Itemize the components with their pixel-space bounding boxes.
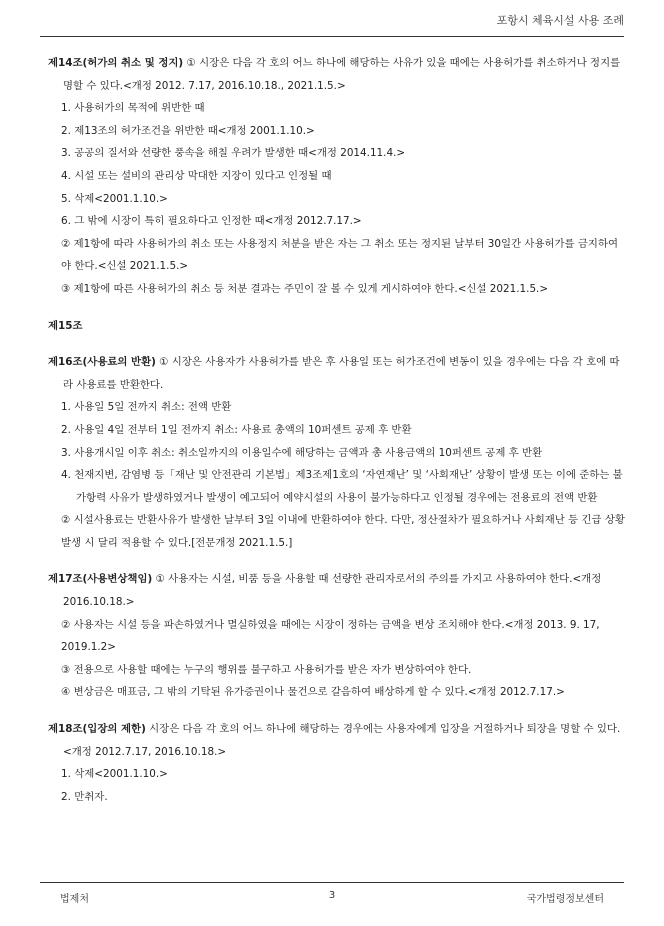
- article-14: [48, 52, 628, 301]
- footer-divider: [40, 882, 624, 883]
- header-divider: [40, 36, 624, 37]
- article-16: [48, 351, 628, 554]
- article-14-lead-text: ① 시장은 다음 각 호의 어느 하나에 해당하는 사유가 있을 때에는 사용허가를 취소하거나 정지를 명할 수 있다.<개정 2012. 7.17, 2016.10.18., 2021.1.5.>: [63, 57, 621, 92]
- article-14-para-3: ③ 제1항에 따른 사용허가의 취소 등 처분 결과는 주민이 잘 볼 수 있게 게시하여야 한다.<신설 2021.1.5.>: [61, 282, 549, 295]
- article-15-title: 제15조: [48, 319, 83, 332]
- article-16-item-4: 4. 천재지변, 감염병 등「재난 및 안전관리 기본법」제3조제1호의 ‘자연재난’ 및 ‘사회재난’ 상황이 발생 또는 이에 준하는 불가항력 사유가 발생하였거나 발생이 예고되어 예약시설의 사용이 불가능하다고 인정될 경우에는 전용료의 전액 반환: [61, 469, 623, 504]
- footer-source: 국가법령정보센터: [526, 894, 604, 905]
- article-18-lead-text: 시장은 다음 각 호의 어느 하나에 해당하는 경우에는 사용자에게 입장을 거절하거나 퇴장을 명할 수 있다.<개정 2012.7.17, 2016.10.18.>: [63, 723, 621, 758]
- article-15-lead: [48, 315, 628, 338]
- document-title: 포항시 체육시설 사용 조례: [496, 14, 624, 27]
- article-14-lead: [48, 52, 628, 97]
- article-17: [48, 568, 628, 704]
- article-14-item-2: 2. 제13조의 허가조건을 위반한 때<개정 2001.1.10.>: [61, 124, 315, 137]
- article-17-para-4: ④ 변상금은 매표금, 그 밖의 기탁된 유가증권이나 물건으로 갈음하여 배상하게 할 수 있다.<개정 2012.7.17.>: [61, 686, 565, 699]
- article-14-para-2: ② 제1항에 따라 사용허가의 취소 또는 사용정지 처분을 받은 자는 그 취소 또는 정지된 날부터 30일간 사용허가를 금지하여야 한다.<신설 2021.1.5.>: [61, 237, 619, 273]
- article-17-lead: [48, 568, 628, 613]
- article-15: [48, 315, 628, 338]
- article-14-item-4: 4. 시설 또는 설비의 관리상 막대한 지장이 있다고 인정될 때: [61, 169, 332, 182]
- article-18-item-1: 1. 삭제<2001.1.10.>: [61, 768, 168, 781]
- article-16-title: 제16조(사용료의 반환): [48, 356, 156, 369]
- article-14-item-6: 6. 그 밖에 시장이 특히 필요하다고 인정한 때<개정 2012.7.17.>: [61, 215, 362, 228]
- article-16-lead: [48, 351, 628, 396]
- article-16-item-1: 1. 사용일 5일 전까지 취소: 전액 반환: [61, 401, 232, 414]
- article-18-title: 제18조(입장의 제한): [48, 723, 146, 736]
- article-18-item-2: 2. 만취자.: [61, 790, 108, 803]
- page-number: 3: [328, 890, 336, 901]
- article-17-para-2: ② 사용자는 시설 등을 파손하였거나 멸실하였을 때에는 시장이 정하는 금액을 변상 조치해야 한다.<개정 2013. 9. 17, 2019.1.2>: [61, 618, 600, 654]
- article-17-para-3: ③ 전용으로 사용할 때에는 누구의 행위를 불구하고 사용허가를 받은 자가 변상하여야 한다.: [61, 663, 472, 676]
- article-17-lead-text: ① 사용자는 시설, 비품 등을 사용할 때 선량한 관리자로서의 주의를 가지고 사용하여야 한다.<개정 2016.10.18.>: [63, 573, 602, 609]
- article-16-item-2: 2. 사용일 4일 전부터 1일 전까지 취소: 사용료 총액의 10퍼센트 공제 후 반환: [61, 423, 412, 436]
- article-16-para-2: ② 시설사용료는 반환사유가 발생한 날부터 3일 이내에 반환하여야 한다. 다만, 정산절차가 필요하거나 사회재난 등 긴급 상황 발생 시 달리 적용할 수 있다.[전문개정 2021.1.5.]: [61, 514, 625, 549]
- article-14-item-3: 3. 공공의 질서와 선량한 풍속을 해칠 우려가 발생한 때<개정 2014.11.4.>: [61, 147, 406, 160]
- article-18: [48, 718, 628, 808]
- article-16-item-3: 3. 사용개시일 이후 취소: 취소일까지의 이용일수에 해당하는 금액과 총 사용금액의 10퍼센트 공제 후 반환: [61, 446, 543, 459]
- article-16-lead-text: ① 시장은 사용자가 사용허가를 받은 후 사용일 또는 허가조건에 변동이 있을 경우에는 다음 각 호에 따라 사용료를 반환한다.: [63, 356, 620, 391]
- article-14-item-1: 1. 사용허가의 목적에 위반한 때: [61, 102, 205, 115]
- article-18-lead: [48, 718, 628, 763]
- article-14-title: 제14조(허가의 취소 및 정지): [48, 57, 184, 69]
- article-14-item-5: 5. 삭제<2001.1.10.>: [61, 192, 168, 205]
- article-17-title: 제17조(사용변상책임): [48, 573, 153, 586]
- document-body: [48, 52, 628, 808]
- footer-publisher: 법제처: [60, 894, 89, 905]
